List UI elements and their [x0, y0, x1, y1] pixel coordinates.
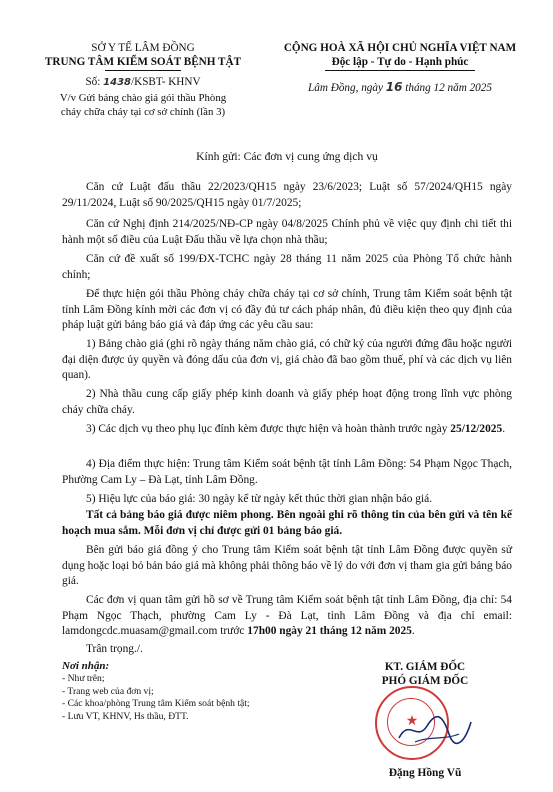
requirement-item-5: 5) Hiệu lực của báo giá: 30 ngày kể từ ngày kết thúc thời gian nhận báo giá. — [86, 493, 433, 505]
submission-deadline: 17h00 ngày 21 tháng 12 năm 2025 — [247, 625, 412, 637]
org-parent: SỞ Y TẾ LÂM ĐỒNG — [91, 42, 195, 54]
recipients-title: Nơi nhận: — [62, 660, 110, 672]
paragraph-submission: Các đơn vị quan tâm gửi hồ sơ về Trung tâm Kiểm soát bệnh tật tỉnh Lâm Đồng, địa chỉ: 54 Phạm Ngọc Thạch, phường Cam Ly - Đà Lạt, tỉnh Lâm Đồng và địa chỉ email: lamdongcdc.muasam@gmail.com trước 17h00 ngày 21 tháng 12 năm 2025. — [62, 594, 512, 637]
country-name: CỘNG HOÀ XÃ HỘI CHỦ NGHĨA VIỆT NAM — [283, 42, 517, 54]
motto: Độc lập - Tự do - Hạnh phúc — [331, 56, 469, 68]
handwritten-signature — [395, 712, 475, 748]
recipient-item: - Trang web của đơn vị; — [62, 685, 154, 697]
subject-line-2: cháy chữa cháy tại cơ sở chính (lần 3) — [60, 106, 226, 118]
official-seal-star: ★ — [405, 714, 419, 729]
recipient-item: - Như trên; — [62, 673, 105, 684]
signature-block — [330, 660, 520, 688]
org-name: TRUNG TÂM KIỂM SOÁT BỆNH TẬT — [44, 56, 242, 68]
paragraph-rights: Bên gửi báo giá đồng ý cho Trung tâm Kiểm soát bệnh tật tỉnh Lâm Đồng được quyền sử dụng hoặc loại bỏ bản báo giá mà không phải thông báo về lý do với đơn vị tham gia gửi bảng báo giá. — [62, 544, 512, 587]
requirement-item-3-date: 25/12/2025 — [450, 423, 503, 435]
requirement-item-3: 3) Các dịch vụ theo phụ lục đính kèm được thực hiện và hoàn thành trước ngày 25/12/2025. — [86, 423, 506, 435]
requirement-item-3-text: 3) Các dịch vụ theo phụ lục đính kèm được thực hiện và hoàn thành trước ngày — [86, 423, 448, 435]
header-divider-right — [325, 70, 475, 71]
subject-line-1: V/v Gửi bảng chào giá gói thầu Phòng — [59, 92, 227, 104]
header-divider-left — [105, 70, 181, 71]
signer-name: Đặng Hồng Vũ — [388, 767, 462, 779]
sealing-note: Tất cả bảng báo giá được niêm phong. Bên ngoài ghi rõ thông tin của bên gửi và tên kế hoạch mua sắm. Mỗi đơn vị chỉ được gửi 01 bảng báo giá. — [62, 509, 512, 537]
signature-line-1: KT. GIÁM ĐỐC — [384, 661, 466, 673]
recipient-item: - Lưu VT, KHNV, Hs thầu, ĐTT. — [62, 710, 189, 722]
paragraph-legal-basis-1: Căn cứ Luật đấu thầu 22/2023/QH15 ngày 23/6/2023; Luật số 57/2024/QH15 ngày 29/11/2024, Luật số 90/2025/QH15 ngày 01/7/2025; — [62, 181, 512, 209]
document-date — [266, 80, 534, 95]
date-suffix: tháng 12 năm 2025 — [405, 82, 492, 94]
paragraph-legal-basis-3: Căn cứ đề xuất số 199/ĐX-TCHC ngày 28 tháng 11 năm 2025 của Phòng Tổ chức hành chính; — [62, 253, 512, 281]
requirement-item-1: 1) Bảng chào giá (ghi rõ ngày tháng năm chào giá, có chữ ký của người đứng đầu hoặc người đại diện được ủy quyền và đóng dấu của đơn vị, giá chào đã bao gồm thuế, phí và các dịch vụ liên quan). — [62, 338, 512, 381]
date-prefix: Lâm Đồng, ngày — [308, 82, 383, 94]
recipient-item: - Các khoa/phòng Trung tâm Kiểm soát bệnh tật; — [62, 698, 250, 709]
salutation: Kính gửi: Các đơn vị cung ứng dịch vụ — [196, 150, 378, 163]
recipients-block — [62, 659, 322, 723]
signature-line-2: PHÓ GIÁM ĐỐC — [381, 675, 469, 687]
doc-number-suffix: /KSBT- KHNV — [131, 76, 201, 88]
paragraph-legal-basis-2: Căn cứ Nghị định 214/2025/NĐ-CP ngày 04/8/2025 Chính phủ về việc quy định chi tiết thi hành một số điều của Luật Đấu thầu về lựa chọn nhà thầu; — [62, 218, 512, 246]
submission-text: Các đơn vị quan tâm gửi hồ sơ về Trung tâm Kiểm soát bệnh tật tỉnh Lâm Đồng, địa chỉ: 54 Phạm Ngọc Thạch, phường Cam Ly - Đà Lạt, tỉnh Lâm Đồng và địa chỉ email: lamdongcdc.muasam@gmail.com trước — [62, 594, 512, 637]
paragraph-invitation: Để thực hiện gói thầu Phòng cháy chữa cháy tại cơ sở chính, Trung tâm Kiểm soát bệnh tật tỉnh Lâm Đồng kính mời các đơn vị có đầy đủ tư cách pháp nhân, đủ điều kiện theo quy định của pháp luật gửi bảng báo giá và đáp ứng các yêu cầu sau: — [62, 288, 512, 331]
doc-number-value: 1438 — [103, 77, 132, 88]
doc-number — [40, 75, 246, 90]
requirement-item-2: 2) Nhà thầu cung cấp giấy phép kinh doanh và giấy phép hoạt động trong lĩnh vực phòng cháy chữa cháy. — [62, 388, 512, 416]
requirement-item-4: 4) Địa điểm thực hiện: Trung tâm Kiểm soát bệnh tật tỉnh Lâm Đồng: 54 Phạm Ngọc Thạch, Phường Cam Ly – Đà Lạt, tỉnh Lâm Đồng. — [62, 458, 512, 486]
closing-phrase: Trân trọng./. — [86, 643, 143, 655]
doc-number-prefix: Số: — [85, 76, 101, 88]
date-day: 16 — [385, 80, 403, 94]
